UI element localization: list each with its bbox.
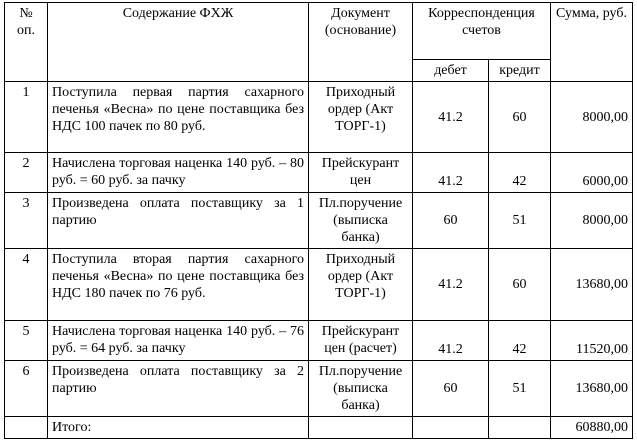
row-num: 2 <box>5 153 48 193</box>
row-debit: 41.2 <box>413 153 489 193</box>
table-row <box>5 321 633 361</box>
row-sum: 13680,00 <box>551 249 633 321</box>
total-num <box>5 417 48 439</box>
row-document: Пл.поручение (выписка банка) <box>309 361 413 417</box>
total-label: Итого: <box>48 417 309 439</box>
row-sum: 13680,00 <box>551 361 633 417</box>
total-credit <box>489 417 551 439</box>
header-sum: Сумма, руб. <box>551 3 633 82</box>
row-num: 4 <box>5 249 48 321</box>
accounting-journal <box>4 2 633 439</box>
row-content: Начислена торговая наценка 140 руб. – 80 руб. = 60 руб. за пачку <box>48 153 309 193</box>
row-sum: 8000,00 <box>551 82 633 153</box>
row-debit: 41.2 <box>413 321 489 361</box>
journal-table <box>4 2 633 439</box>
header-debit: дебет <box>413 60 489 82</box>
row-document: Приходный ордер (Акт ТОРГ-1) <box>309 249 413 321</box>
total-document <box>309 417 413 439</box>
total-row <box>5 417 633 439</box>
row-content: Начислена торговая наценка 140 руб. – 76 руб. = 64 руб. за пачку <box>48 321 309 361</box>
header-document: Документ (основание) <box>309 3 413 82</box>
row-num: 6 <box>5 361 48 417</box>
row-content: Поступила вторая партия сахарного печенья «Весна» по цене поставщика без НДС 180 пачек по 76 руб. <box>48 249 309 321</box>
total-debit <box>413 417 489 439</box>
row-document: Прейскурант цен <box>309 153 413 193</box>
row-document: Пл.поручение (выписка банка) <box>309 193 413 249</box>
row-content: Поступила первая партия сахарного печенья «Весна» по цене поставщика без НДС 100 пачек по 80 руб. <box>48 82 309 153</box>
table-row <box>5 361 633 417</box>
header-num: № оп. <box>5 3 48 82</box>
row-document: Прейскурант цен (расчет) <box>309 321 413 361</box>
row-num: 3 <box>5 193 48 249</box>
row-credit: 60 <box>489 249 551 321</box>
row-content: Произведена оплата поставщику за 1 партию <box>48 193 309 249</box>
row-document: Приходный ордер (Акт ТОРГ-1) <box>309 82 413 153</box>
row-debit: 60 <box>413 361 489 417</box>
header-content: Содержание ФХЖ <box>48 3 309 82</box>
row-sum: 8000,00 <box>551 193 633 249</box>
row-credit: 51 <box>489 193 551 249</box>
row-credit: 42 <box>489 153 551 193</box>
row-debit: 41.2 <box>413 249 489 321</box>
total-sum: 60880,00 <box>551 417 633 439</box>
header-correspondence: Корреспонденция счетов <box>413 3 551 60</box>
table-row <box>5 249 633 321</box>
row-content: Произведена оплата поставщику за 2 партию <box>48 361 309 417</box>
table-row <box>5 82 633 153</box>
row-credit: 51 <box>489 361 551 417</box>
row-sum: 6000,00 <box>551 153 633 193</box>
table-row <box>5 153 633 193</box>
row-sum: 11520,00 <box>551 321 633 361</box>
header-credit: кредит <box>489 60 551 82</box>
table-row <box>5 193 633 249</box>
row-num: 1 <box>5 82 48 153</box>
row-num: 5 <box>5 321 48 361</box>
row-credit: 60 <box>489 82 551 153</box>
row-debit: 60 <box>413 193 489 249</box>
row-credit: 42 <box>489 321 551 361</box>
row-debit: 41.2 <box>413 82 489 153</box>
